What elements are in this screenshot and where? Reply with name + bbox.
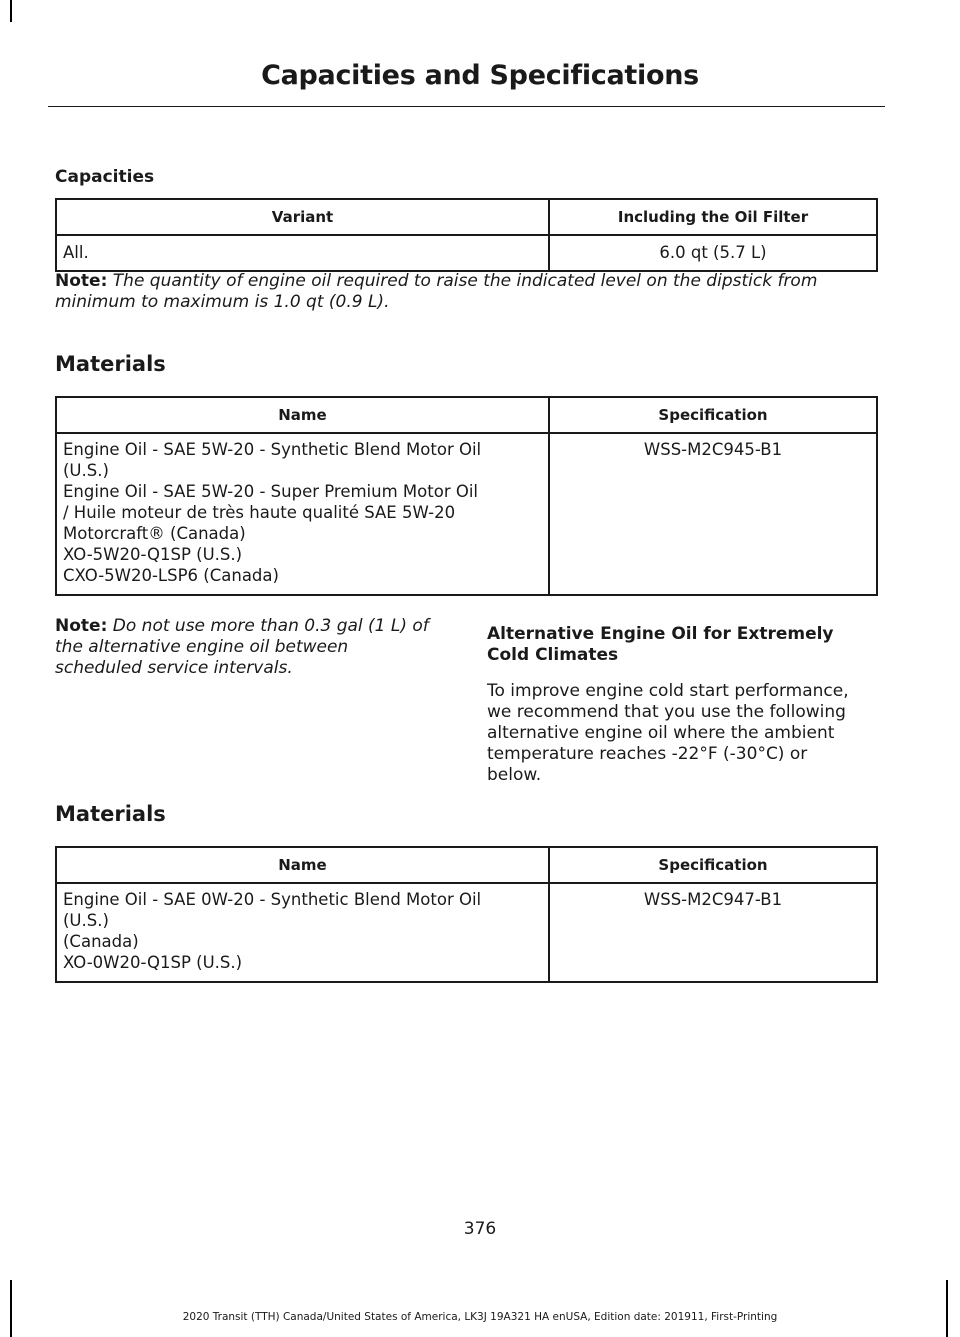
table-header-row xyxy=(56,397,877,433)
alternative-oil-heading xyxy=(487,624,882,666)
oil-name-line: (Canada) xyxy=(63,932,139,951)
body-line: below. xyxy=(487,765,542,785)
oil-name-line: / Huile moteur de très haute qualité SAE 5W-20 xyxy=(63,503,456,522)
oil-name-line: Engine Oil - SAE 5W-20 - Super Premium Motor Oil xyxy=(63,482,478,501)
column-header-name: Name xyxy=(56,847,549,883)
oil-name-line: Engine Oil - SAE 5W-20 - Synthetic Blend Motor Oil xyxy=(63,440,482,459)
note-text-line: the alternative engine oil between xyxy=(55,637,349,657)
column-header-specification: Specification xyxy=(549,847,877,883)
crop-mark-bottom-right xyxy=(946,1280,948,1337)
column-header-specification: Specification xyxy=(549,397,877,433)
oil-name-line: Engine Oil - SAE 0W-20 - Synthetic Blend Motor Oil xyxy=(63,890,482,909)
body-line: To improve engine cold start performance, xyxy=(487,681,849,701)
alternative-oil-body xyxy=(487,681,887,786)
body-line: alternative engine oil where the ambient xyxy=(487,723,835,743)
body-line: we recommend that you use the following xyxy=(487,702,846,722)
alternative-oil-note xyxy=(55,616,475,679)
oil-name-cell xyxy=(56,883,549,982)
note-label: Note: xyxy=(55,271,108,291)
page-title: Capacities and Specifications xyxy=(261,60,699,91)
crop-mark-top-left xyxy=(10,0,12,22)
table-header-row xyxy=(56,847,877,883)
oil-name-line: (U.S.) xyxy=(63,461,109,480)
table-row xyxy=(56,433,877,595)
oil-name-line: (U.S.) xyxy=(63,911,109,930)
note-label: Note: xyxy=(55,616,108,636)
variant-cell: All. xyxy=(56,235,549,271)
capacity-cell: 6.0 qt (5.7 L) xyxy=(549,235,877,271)
header-divider xyxy=(48,106,885,107)
body-line: temperature reaches -22°F (-30°C) or xyxy=(487,744,808,764)
table-row xyxy=(56,883,877,982)
capacities-table xyxy=(55,198,878,272)
oil-name-line: CXO-5W20-LSP6 (Canada) xyxy=(63,566,279,585)
note-text-line: minimum to maximum is 1.0 qt (0.9 L). xyxy=(55,292,390,312)
heading-line: Cold Climates xyxy=(487,645,619,665)
materials-table-cold xyxy=(55,846,878,983)
footer-text: 2020 Transit (TTH) Canada/United States of America, LK3J 19A321 HA enUSA, Edition date: 201911, First-Printing xyxy=(182,1311,778,1323)
table-row xyxy=(56,235,877,271)
materials-heading-cold: Materials xyxy=(55,802,166,826)
specification-cell: WSS-M2C945-B1 xyxy=(549,433,877,595)
oil-name-line: XO-0W20-Q1SP (U.S.) xyxy=(63,953,243,972)
capacities-note xyxy=(55,271,885,313)
capacities-heading: Capacities xyxy=(55,167,155,187)
page-number: 376 xyxy=(463,1219,497,1239)
column-header-variant: Variant xyxy=(56,199,549,235)
crop-mark-bottom-left xyxy=(10,1280,12,1337)
heading-line: Alternative Engine Oil for Extremely xyxy=(487,624,834,644)
specification-cell: WSS-M2C947-B1 xyxy=(549,883,877,982)
note-text-line: scheduled service intervals. xyxy=(55,658,293,678)
note-text-line: Do not use more than 0.3 gal (1 L) of xyxy=(112,616,429,636)
column-header-oil-filter: Including the Oil Filter xyxy=(549,199,877,235)
note-text-line: The quantity of engine oil required to raise the indicated level on the dipstick from xyxy=(112,271,818,291)
oil-name-line: XO-5W20-Q1SP (U.S.) xyxy=(63,545,243,564)
oil-name-line: Motorcraft® (Canada) xyxy=(63,524,246,543)
column-header-name: Name xyxy=(56,397,549,433)
materials-table xyxy=(55,396,878,596)
materials-heading: Materials xyxy=(55,352,166,376)
oil-name-cell xyxy=(56,433,549,595)
table-header-row xyxy=(56,199,877,235)
